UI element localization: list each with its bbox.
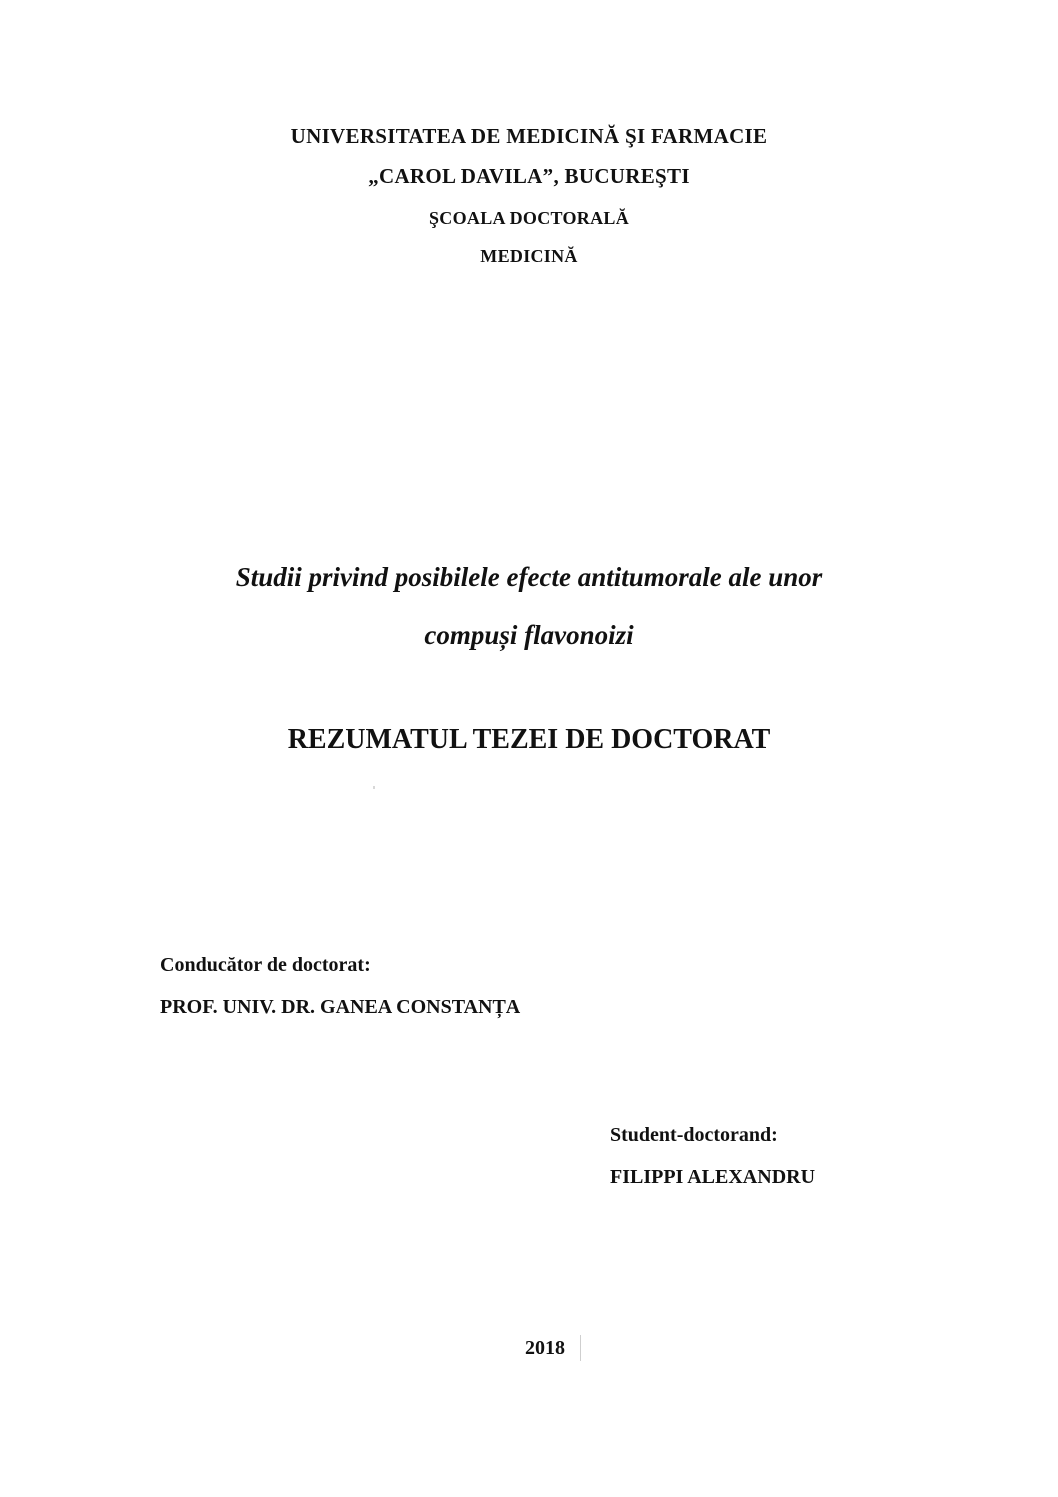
supervisor-label: Conducător de doctorat: bbox=[160, 954, 371, 976]
scan-speck bbox=[373, 786, 375, 789]
university-name-line1: UNIVERSITATEA DE MEDICINĂ ŞI FARMACIE bbox=[290, 124, 768, 148]
thesis-title-line2: compuși flavonoizi bbox=[424, 620, 634, 650]
document-type-heading: REZUMATUL TEZEI DE DOCTORAT bbox=[287, 724, 771, 755]
thesis-year: 2018 bbox=[525, 1337, 565, 1359]
university-name-line2: „CAROL DAVILA”, BUCUREŞTI bbox=[368, 164, 690, 188]
supervisor-name: PROF. UNIV. DR. GANEA CONSTANȚA bbox=[160, 996, 521, 1018]
doctoral-domain: MEDICINĂ bbox=[480, 246, 578, 266]
scan-edge-mark bbox=[580, 1335, 581, 1361]
student-label: Student-doctorand: bbox=[610, 1124, 778, 1146]
doctoral-school: ŞCOALA DOCTORALĂ bbox=[428, 208, 629, 228]
thesis-title-line1: Studii privind posibilele efecte antitumorale ale unor bbox=[235, 562, 823, 592]
student-name: FILIPPI ALEXANDRU bbox=[610, 1166, 816, 1188]
